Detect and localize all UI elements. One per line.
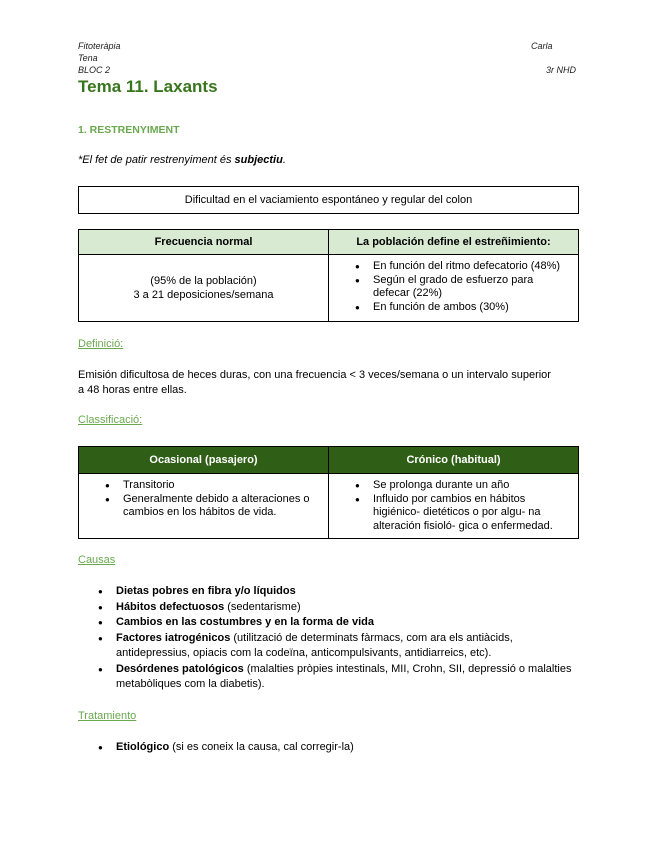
list-item: ● Influido por cambios en hábitos higiénico- dietéticos o por algu- na alteración fisioló- gica o enfermedad.: [329, 493, 578, 534]
header-author-last: Tena: [78, 53, 98, 63]
list-item: ● Etiológico (si es coneix la causa, cal corregir-la): [78, 740, 578, 756]
section-heading: 1. RESTRENYIMENT: [78, 124, 180, 136]
list-item: ● Cambios en las costumbres y en la forma de vida: [78, 615, 578, 631]
tratamiento-heading: Tratamiento: [78, 710, 137, 722]
table-header: Frecuencia normal: [79, 230, 329, 255]
list-item: ● Según el grado de esfuerzo para defecar (22%): [329, 274, 578, 301]
tratamiento-list: [78, 740, 578, 756]
classificacio-heading: Classificació:: [78, 414, 143, 426]
causas-heading: Causas: [78, 554, 116, 566]
list-item: ● Desórdenes patológicos (malalties pròpies intestinals, MII, Crohn, SII, depressió o malalties metabòliques com la diabetis).: [78, 662, 578, 693]
table-cell: [79, 255, 329, 322]
list-item: ● Se prolonga durante un año: [329, 479, 578, 493]
table-cell: [79, 474, 329, 539]
cell-line: 3 a 21 deposiciones/semana: [133, 289, 274, 301]
definition-box: Dificultad en el vaciamiento espontáneo y regular del colon: [78, 186, 579, 214]
table-cell: [329, 474, 579, 539]
definicio-text: Emisión dificultosa de heces duras, con una frecuencia < 3 veces/semana o un intervalo superior a 48 horas entre ellas.: [78, 369, 551, 396]
note-emphasis: subjectiu: [234, 154, 283, 166]
list-item: ● En función del ritmo defecatorio (48%): [329, 260, 578, 274]
header-author-first: Carla: [531, 41, 553, 51]
list-item: ● Transitorio: [79, 479, 328, 493]
header-block: BLOC 2: [78, 65, 111, 75]
table-header: Crónico (habitual): [329, 447, 579, 474]
classification-table: [78, 446, 579, 539]
list-item: ● Hábitos defectuosos (sedentarisme): [78, 600, 578, 616]
list-item: ● En función de ambos (30%): [329, 301, 578, 315]
table-header: Ocasional (pasajero): [79, 447, 329, 474]
frequency-table: [78, 229, 579, 322]
list-item: ● Generalmente debido a alteraciones o cambios en los hábitos de vida.: [79, 493, 328, 520]
list-item: ● Factores iatrogénicos (utilització de determinats fàrmacs, com ara els antiàcids, antidepressius, opiacis com la codeïna, anticompulsivants, antidiarreics, etc).: [78, 631, 578, 662]
header-subject: Fitoteràpia: [78, 41, 121, 51]
note: *El fet de patir restrenyiment és subjectiu.: [78, 154, 286, 166]
table-header: La población define el estreñimiento:: [329, 230, 579, 255]
causas-list: [78, 584, 578, 693]
header-course: 3r NHD: [546, 65, 577, 75]
list-item: ● Dietas pobres en fibra y/o líquidos: [78, 584, 578, 600]
page-title: Tema 11. Laxants: [78, 77, 218, 96]
definicio-heading: Definició:: [78, 338, 124, 350]
cell-line: (95% de la población): [150, 275, 257, 287]
table-cell: [329, 255, 579, 322]
